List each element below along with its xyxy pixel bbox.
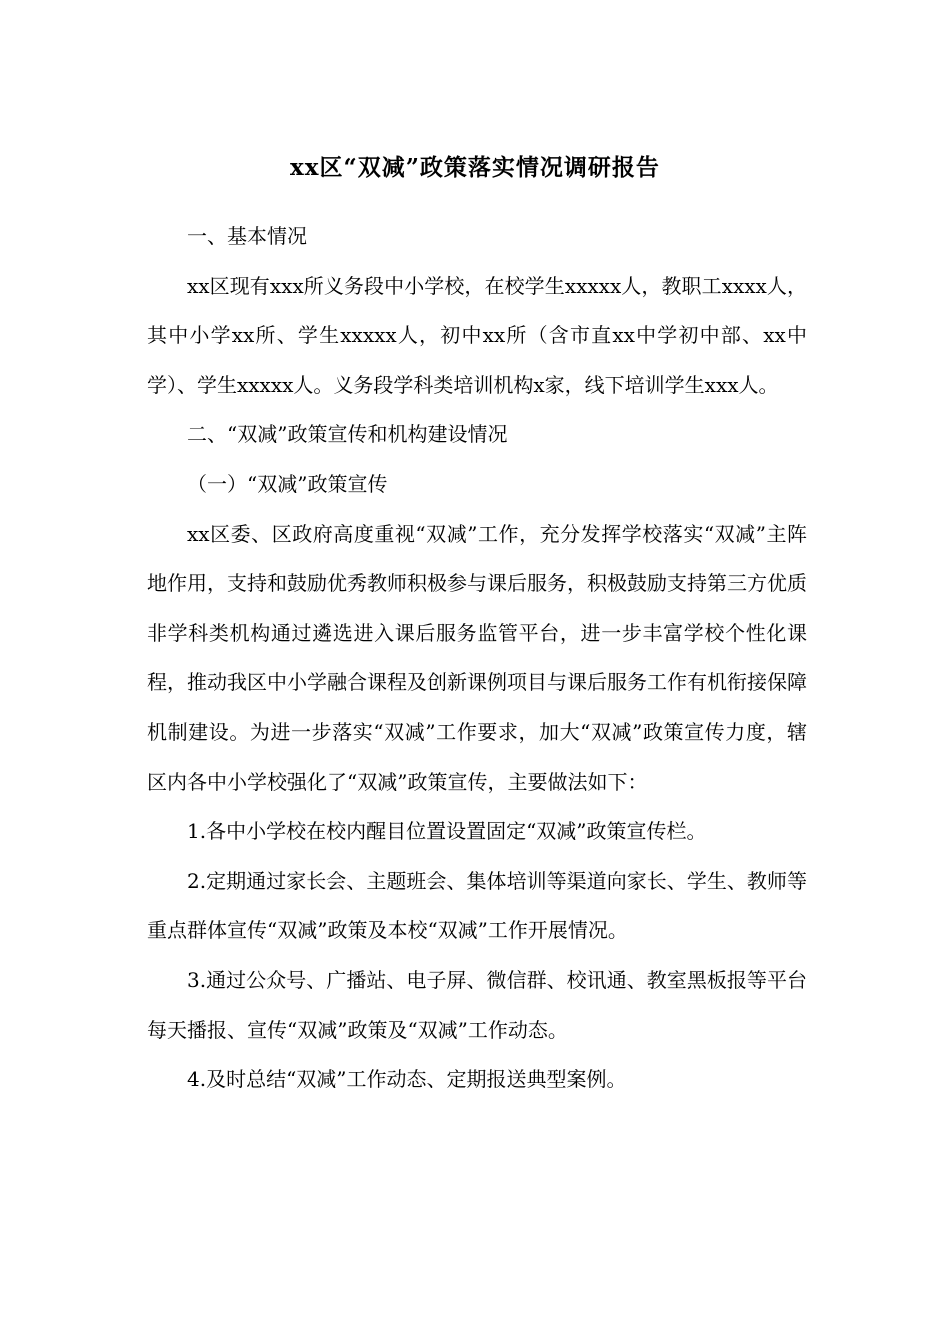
section-heading-policy-publicity: 二、“双减”政策宣传和机构建设情况 — [187, 422, 508, 447]
document-body — [147, 212, 807, 1105]
section-heading-basic-info: 一、基本情况 — [187, 224, 307, 248]
list-item-4: 4.及时总结“双减”工作动态、定期报送典型案例。 — [187, 1067, 627, 1092]
paragraph-basic-info: xx区现有xxx所义务段中小学校，在校学生xxxxx人，教职工xxxx人，其中小学xx所、学生xxxxx人，初中xx所（含市直xx中学初中部、xx中学）、学生xxxxx人。义务段学科类培训机构x家，线下培训学生xxx人。 — [147, 273, 807, 397]
paragraph-publicity: xx区委、区政府高度重视“双减”工作，充分发挥学校落实“双减”主阵地作用，支持和鼓励优秀教师积极参与课后服务，积极鼓励支持第三方优质非学科类机构通过遴选进入课后服务监管平台，进一步丰富学校个性化课程，推动我区中小学融合课程及创新课例项目与课后服务工作有机衔接保障机制建设。为进一步落实“双减”工作要求，加大“双减”政策宣传力度，辖区内各中小学校强化了“双减”政策宣传，主要做法如下： — [147, 521, 807, 794]
document-title: xx区“双减”政策落实情况调研报告 — [290, 154, 660, 181]
subsection-heading-publicity: （一）“双减”政策宣传 — [187, 471, 388, 496]
list-item-2: 2.定期通过家长会、主题班会、集体培训等渠道向家长、学生、教师等重点群体宣传“双减”政策及本校“双减”工作开展情况。 — [147, 868, 807, 943]
list-item-3: 3.通过公众号、广播站、电子屏、微信群、校讯通、教室黑板报等平台每天播报、宣传“双减”政策及“双减”工作动态。 — [147, 967, 807, 1042]
list-item-1: 1.各中小学校在校内醒目位置设置固定“双减”政策宣传栏。 — [187, 819, 707, 844]
